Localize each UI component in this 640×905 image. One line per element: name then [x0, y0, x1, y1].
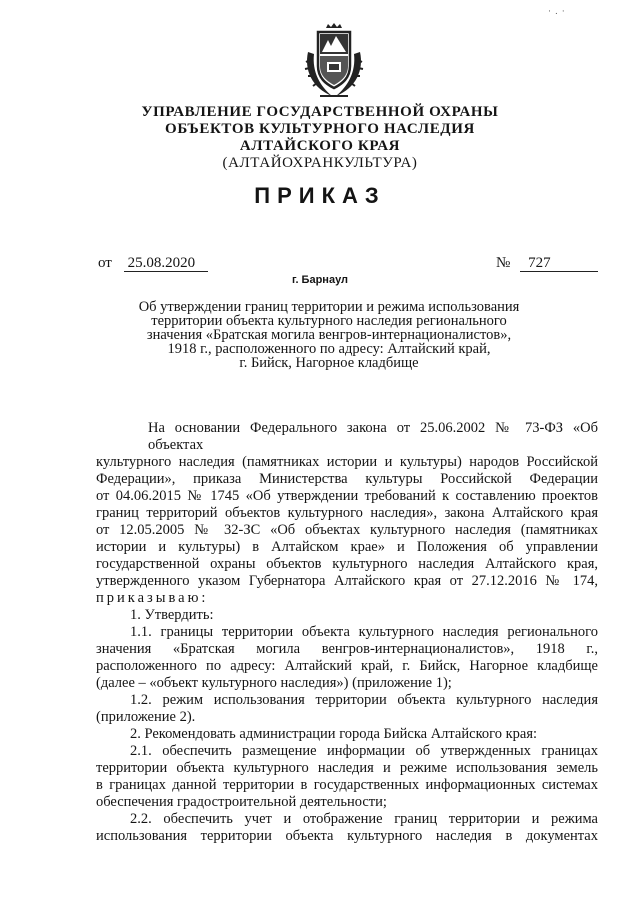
corner-scan-mark: · . · — [548, 6, 566, 16]
preamble-line: Федерации», приказа Министерства культуры Российской Федерации — [96, 471, 598, 487]
authority-header — [60, 104, 580, 172]
item-1-2-line: (приложение 2). — [96, 709, 196, 725]
order-date — [98, 255, 208, 272]
item-1: 1. Утвердить: — [130, 607, 214, 623]
preamble-line: утвержденного указом Губернатора Алтайского края от 27.12.2016 № 174, — [96, 573, 598, 589]
city-name: г. Барнаул — [291, 274, 349, 286]
preamble-line: от 12.05.2005 № 32-ЗС «Об объектах культурного наследия (памятниках — [96, 522, 598, 538]
order-number — [496, 255, 598, 272]
number-label: № — [496, 255, 511, 271]
item-2-1-line: обеспечения градостроительной деятельности; — [96, 794, 387, 810]
item-2-1-line: в границах данной территории в государственных информационных системах — [96, 777, 598, 793]
item-2-2-line: 2.2. обеспечить учет и отображение границ территории и режима — [130, 811, 598, 827]
item-1-1-line: расположенного по адресу: Алтайский край, г. Бийск, Нагорное кладбище — [96, 658, 598, 674]
preamble-line: культурного наследия (памятниках истории и культуры) народов Российской — [96, 454, 598, 470]
preamble-line: государственной охраны объектов культурного наследия Алтайского края, — [96, 556, 598, 572]
header-line-2: ОБЪЕКТОВ КУЛЬТУРНОГО НАСЛЕДИЯ — [165, 121, 475, 137]
preamble-line: истории и культуры) в Алтайском крае» и Положения об управлении — [96, 539, 598, 555]
item-2-2-line: использования территории объекта культурного наследия в документах — [96, 828, 598, 844]
item-1-1-line: (далее – «объект культурного наследия») (приложение 1); — [96, 675, 452, 691]
subject-line: г. Бийск, Нагорное кладбище — [239, 355, 419, 371]
preamble-line: На основании Федерального закона от 25.06.2002 № 73-ФЗ «Об объектах — [148, 420, 598, 453]
altai-coat-of-arms-emblem — [298, 22, 370, 100]
subject-line: значения «Братская могила венгров-интернационалистов», — [146, 327, 512, 343]
header-line-3: АЛТАЙСКОГО КРАЯ — [239, 138, 401, 154]
header-line-1: УПРАВЛЕНИЕ ГОСУДАРСТВЕННОЙ ОХРАНЫ — [141, 104, 499, 120]
subject-line: территории объекта культурного наследия регионального — [151, 313, 507, 329]
item-1-1-line: значения «Братская могила венгров-интернационалистов», 1918 г., — [96, 641, 598, 657]
preamble-line: границ территорий объектов культурного наследия», закона Алтайского края — [96, 505, 598, 521]
item-1-2-line: 1.2. режим использования территории объекта культурного наследия — [130, 692, 598, 708]
order-body — [96, 420, 598, 845]
number-value: 727 — [520, 256, 598, 272]
header-abbreviation: (АЛТАЙОХРАНКУЛЬТУРА) — [222, 155, 418, 171]
order-subject — [118, 300, 540, 370]
subject-line: 1918 г., расположенного по адресу: Алтайский край, — [167, 341, 491, 357]
item-2: 2. Рекомендовать администрации города Бийска Алтайского края: — [130, 726, 538, 742]
item-2-1-line: 2.1. обеспечить размещение информации об утвержденных границах — [130, 743, 598, 759]
preamble-line: от 04.06.2015 № 1745 «Об утверждении требований к составлению проектов — [96, 488, 598, 504]
item-2-1-line: территории объекта культурного наследия и режиме использования земель — [96, 760, 598, 776]
subject-line: Об утверждении границ территории и режима использования — [138, 299, 520, 315]
order-word: приказываю: — [96, 590, 209, 606]
date-value: 25.08.2020 — [124, 256, 208, 272]
item-1-1-line: 1.1. границы территории объекта культурного наследия регионального — [130, 624, 598, 640]
document-type-title: ПРИКАЗ — [254, 183, 386, 208]
date-label: от — [98, 255, 112, 271]
